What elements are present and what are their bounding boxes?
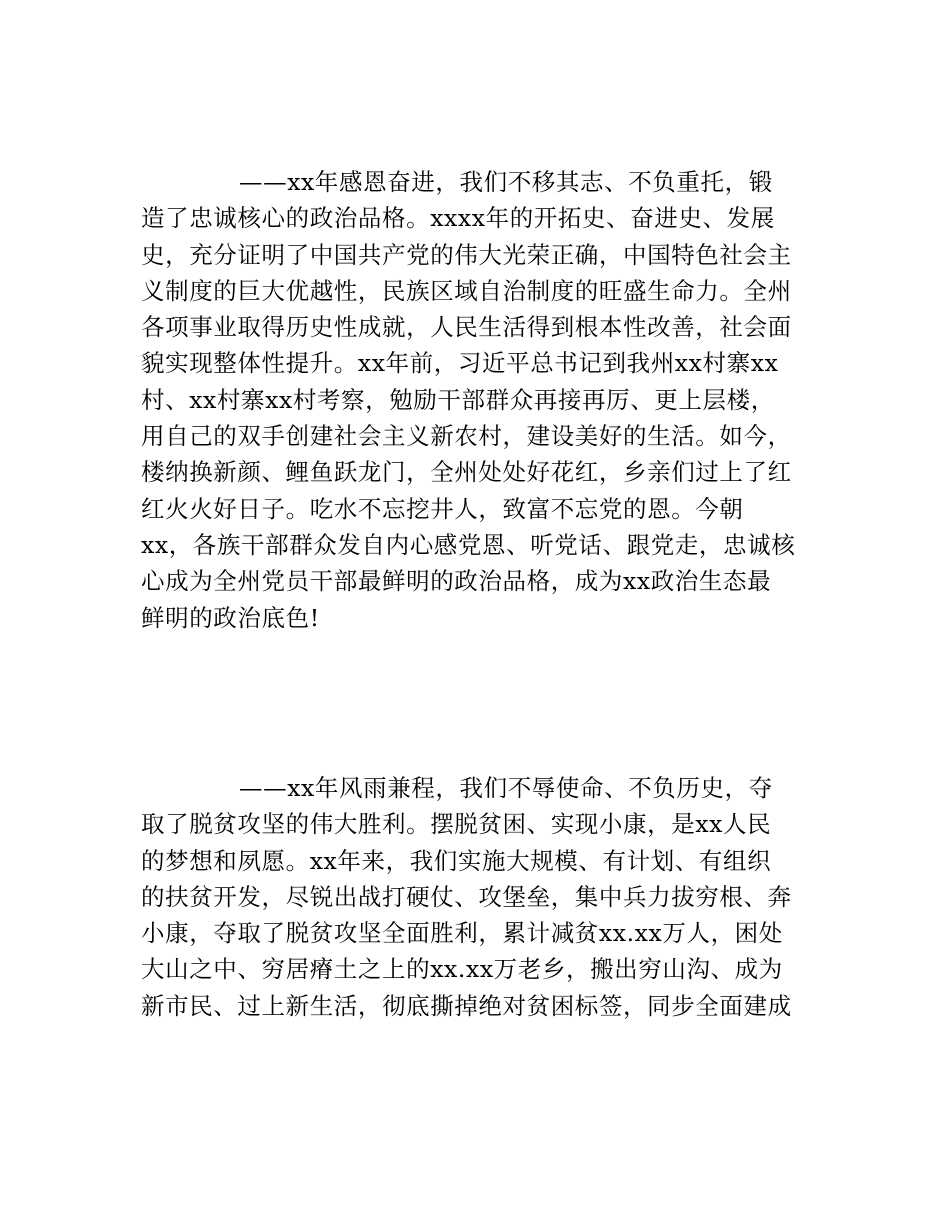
paragraph-line: 各项事业取得历史性成就，人民生活得到根本性改善，社会面: [141, 313, 792, 342]
paragraph-gratitude: [141, 164, 811, 636]
paragraph-line: 用自己的双手创建社会主义新农村，建设美好的生活。如今，: [141, 422, 792, 451]
paragraph-line: ——xx年感恩奋进，我们不移其志、不负重托，锻: [239, 168, 773, 196]
paragraph-line: 的梦想和夙愿。xx年来，我们实施大规模、有计划、有组织: [141, 846, 772, 875]
paragraph-line: 义制度的巨大优越性，民族区域自治制度的旺盛生命力。全州: [141, 276, 792, 305]
paragraph-line: 红火火好日子。吃水不忘挖井人，致富不忘党的恩。今朝: [141, 494, 744, 523]
paragraph-line: 貌实现整体性提升。xx年前，习近平总书记到我州xx村寨xx: [141, 349, 779, 378]
paragraph-line: 新市民、过上新生活，彻底撕掉绝对贫困标签，同步全面建成: [141, 991, 792, 1020]
paragraph-line: 取了脱贫攻坚的伟大胜利。摆脱贫困、实现小康，是xx人民: [141, 810, 772, 839]
paragraph-poverty-alleviation: [141, 770, 811, 1024]
paragraph-line: 史，充分证明了中国共产党的伟大光荣正确，中国特色社会主: [141, 240, 792, 269]
paragraph-line: 村、xx村寨xx村考察，勉励干部群众再接再厉、更上层楼，: [141, 385, 775, 414]
paragraph-line: 楼纳换新颜、鲤鱼跃龙门，全州处处好花红，乡亲们过上了红: [141, 458, 792, 487]
paragraph-line: 大山之中、穷居瘠土之上的xx.xx万老乡，搬出穷山沟、成为: [141, 955, 783, 984]
paragraph-line: 鲜明的政治底色!: [141, 603, 320, 632]
paragraph-line: 的扶贫开发，尽锐出战打硬仗、攻堡垒，集中兵力拔穷根、奔: [141, 882, 792, 911]
paragraph-line: 小康，夺取了脱贫攻坚全面胜利，累计减贫xx.xx万人，困处: [141, 919, 783, 948]
paragraph-line: xx，各族干部群众发自内心感党恩、听党话、跟党走，忠诚核: [141, 530, 796, 559]
paragraph-line: 心成为全州党员干部最鲜明的政治品格，成为xx政治生态最: [141, 567, 772, 596]
paragraph-line: ——xx年风雨兼程，我们不辱使命、不负历史，夺: [239, 774, 773, 802]
paragraph-line: 造了忠诚核心的政治品格。xxxx年的开拓史、奋进史、发展: [141, 204, 775, 233]
